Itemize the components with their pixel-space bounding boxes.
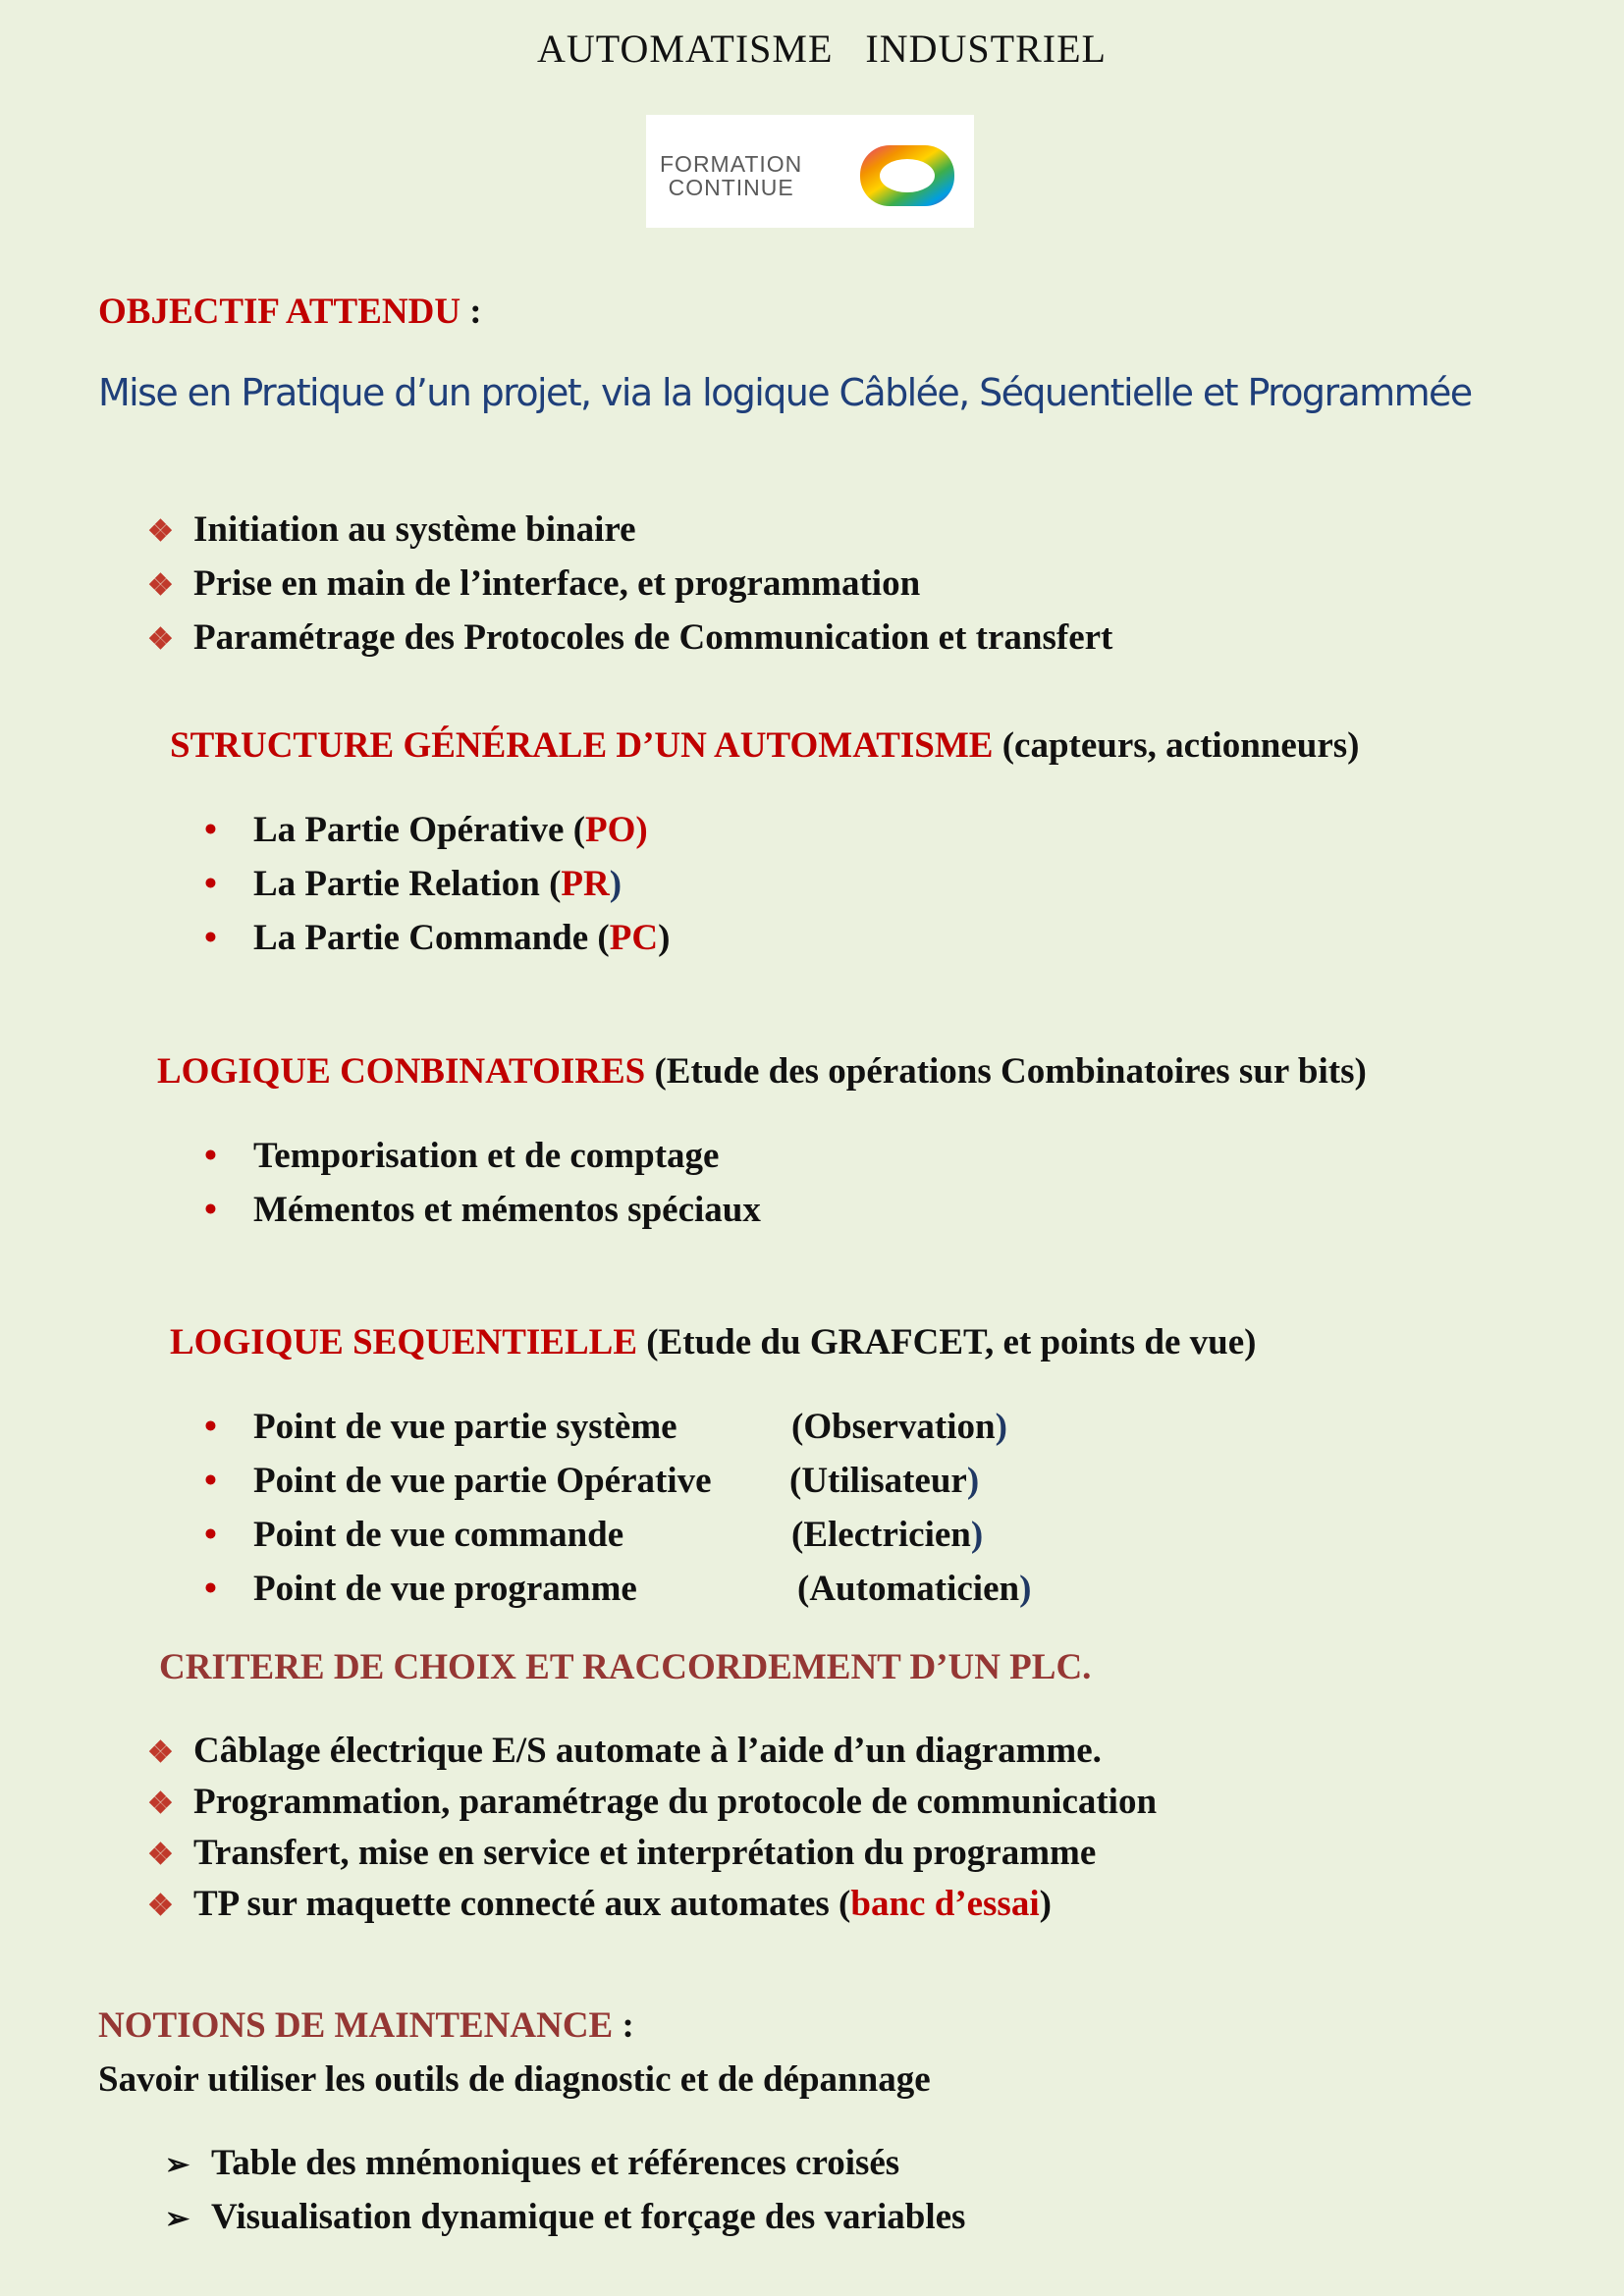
objectif-colon: :: [460, 292, 482, 332]
sequentielle-heading-text: LOGIQUE SEQUENTIELLE: [170, 1322, 638, 1362]
sequentielle-note: (Etude du GRAFCET, et points de vue): [637, 1322, 1257, 1362]
list-item-text: La Partie Opérative (: [253, 810, 586, 850]
value-close: ): [995, 1407, 1007, 1447]
list-item: [165, 2136, 965, 2190]
formation-continue-logo: [646, 115, 974, 228]
list-item: [204, 911, 670, 965]
structure-heading: [170, 724, 1360, 767]
bullet-dot-icon: •: [204, 864, 217, 904]
list-item-text: La Partie Relation (: [253, 864, 562, 904]
list-item-close: ): [635, 810, 648, 850]
list-item: [204, 1562, 1032, 1616]
list-item-text: Prise en main de l’interface, et programmation: [193, 563, 921, 604]
structure-list: [204, 803, 670, 965]
list-item-text: Point de vue commande: [253, 1515, 624, 1555]
value-text: (Observation: [791, 1407, 996, 1447]
diamond-bullet-icon: ❖: [147, 515, 174, 548]
list-item: [147, 1726, 1157, 1777]
combinatoire-heading: [157, 1050, 1367, 1093]
list-item-value: [789, 1454, 979, 1508]
plc-heading: CRITERE DE CHOIX ET RACCORDEMENT D’UN PLC.: [159, 1647, 1092, 1687]
list-item: [204, 1129, 761, 1183]
list-item: [147, 611, 1112, 665]
maintenance-heading: [98, 2004, 634, 2047]
list-item-text: Point de vue partie système: [253, 1407, 677, 1447]
bullet-dot-icon: •: [204, 1190, 217, 1230]
list-item-abbr: PO: [585, 810, 636, 850]
list-item-value: [791, 1400, 1007, 1454]
list-item: [204, 1183, 761, 1237]
list-item: [204, 803, 670, 857]
value-close: ): [1019, 1569, 1032, 1609]
value-close: ): [966, 1461, 980, 1501]
logo-text: [660, 152, 802, 199]
list-item-text: Visualisation dynamique et forçage des variables: [211, 2197, 966, 2237]
list-item-highlight: banc d’essai: [850, 1884, 1040, 1924]
logo-line-1: FORMATION: [660, 151, 803, 177]
plc-list: [147, 1726, 1157, 1930]
combinatoire-heading-text: LOGIQUE CONBINATOIRES: [157, 1051, 646, 1092]
list-item: [204, 1508, 984, 1562]
bullet-dot-icon: •: [204, 1515, 217, 1555]
combinatoire-list: [204, 1129, 761, 1237]
list-item-text: Point de vue programme: [253, 1569, 637, 1609]
maintenance-text: Savoir utiliser les outils de diagnostic et de dépannage: [98, 2059, 931, 2100]
bullet-dot-icon: •: [204, 918, 217, 958]
list-item-text: Paramétrage des Protocoles de Communication et transfert: [193, 617, 1113, 658]
sequentielle-heading: [170, 1321, 1256, 1363]
value-text: (Utilisateur: [789, 1461, 967, 1501]
value-close: ): [970, 1515, 984, 1555]
maintenance-heading-text: NOTIONS DE MAINTENANCE: [98, 2005, 614, 2046]
structure-note: (capteurs, actionneurs): [993, 725, 1360, 766]
value-text: (Automaticien: [797, 1569, 1020, 1609]
page-title: AUTOMATISME INDUSTRIEL: [537, 27, 1107, 71]
list-item-value: [791, 1508, 983, 1562]
list-item: [204, 857, 670, 911]
bullet-dot-icon: •: [204, 1569, 217, 1609]
objectif-heading-text: OBJECTIF ATTENDU: [98, 292, 461, 332]
list-item-text: Temporisation et de comptage: [253, 1136, 720, 1176]
list-item-text: Initiation au système binaire: [193, 509, 636, 550]
list-item: [147, 1828, 1157, 1879]
list-item-text: Table des mnémoniques et références croisés: [211, 2143, 900, 2183]
list-item-text: La Partie Commande (: [253, 918, 610, 958]
list-item-value: [797, 1562, 1031, 1616]
list-item-close: ): [658, 918, 671, 958]
intro-list: [147, 503, 1112, 665]
list-item-text: Point de vue partie Opérative: [253, 1461, 712, 1501]
combinatoire-note: (Etude des opérations Combinatoires sur bits): [645, 1051, 1367, 1092]
list-item: [147, 503, 1112, 557]
value-text: (Electricien: [791, 1515, 971, 1555]
list-item: [147, 1879, 1157, 1930]
diamond-bullet-icon: ❖: [147, 1736, 174, 1769]
list-item-abbr: PR: [561, 864, 610, 904]
maintenance-colon: :: [613, 2005, 634, 2046]
diamond-bullet-icon: ❖: [147, 569, 174, 602]
list-item: [147, 1777, 1157, 1828]
diamond-bullet-icon: ❖: [147, 1788, 174, 1820]
list-item-text: Programmation, paramétrage du protocole de communication: [193, 1782, 1158, 1822]
objectif-text: Mise en Pratique d’un projet, via la logique Câblée, Séquentielle et Programmée: [98, 371, 1472, 414]
list-item: [204, 1400, 1007, 1454]
bullet-dot-icon: •: [204, 1136, 217, 1176]
diamond-bullet-icon: ❖: [147, 623, 174, 656]
objectif-heading: [98, 291, 482, 333]
structure-heading-text: STRUCTURE GÉNÉRALE D’UN AUTOMATISME: [170, 725, 994, 766]
list-item: [204, 1454, 980, 1508]
arrow-bullet-icon: ➢: [165, 2149, 190, 2181]
diamond-bullet-icon: ❖: [147, 1890, 174, 1922]
list-item-close: ): [1039, 1884, 1052, 1924]
list-item: [147, 557, 1112, 611]
sequentielle-list: [204, 1400, 1032, 1616]
list-item-text: Mémentos et mémentos spéciaux: [253, 1190, 761, 1230]
logo-line-2: CONTINUE: [668, 175, 794, 200]
arrow-bullet-icon: ➢: [165, 2203, 190, 2235]
list-item-text: Câblage électrique E/S automate à l’aide d’un diagramme.: [193, 1731, 1102, 1771]
list-item: [165, 2190, 965, 2244]
list-item-text: TP sur maquette connecté aux automates (: [193, 1884, 851, 1924]
bullet-dot-icon: •: [204, 810, 217, 850]
list-item-text: Transfert, mise en service et interprétation du programme: [193, 1833, 1097, 1873]
list-item-close: ): [609, 864, 623, 904]
logo-ring-icon: [856, 141, 958, 210]
diamond-bullet-icon: ❖: [147, 1839, 174, 1871]
bullet-dot-icon: •: [204, 1461, 217, 1501]
list-item-abbr: PC: [609, 918, 659, 958]
bullet-dot-icon: •: [204, 1407, 217, 1447]
maintenance-list: [165, 2136, 965, 2244]
